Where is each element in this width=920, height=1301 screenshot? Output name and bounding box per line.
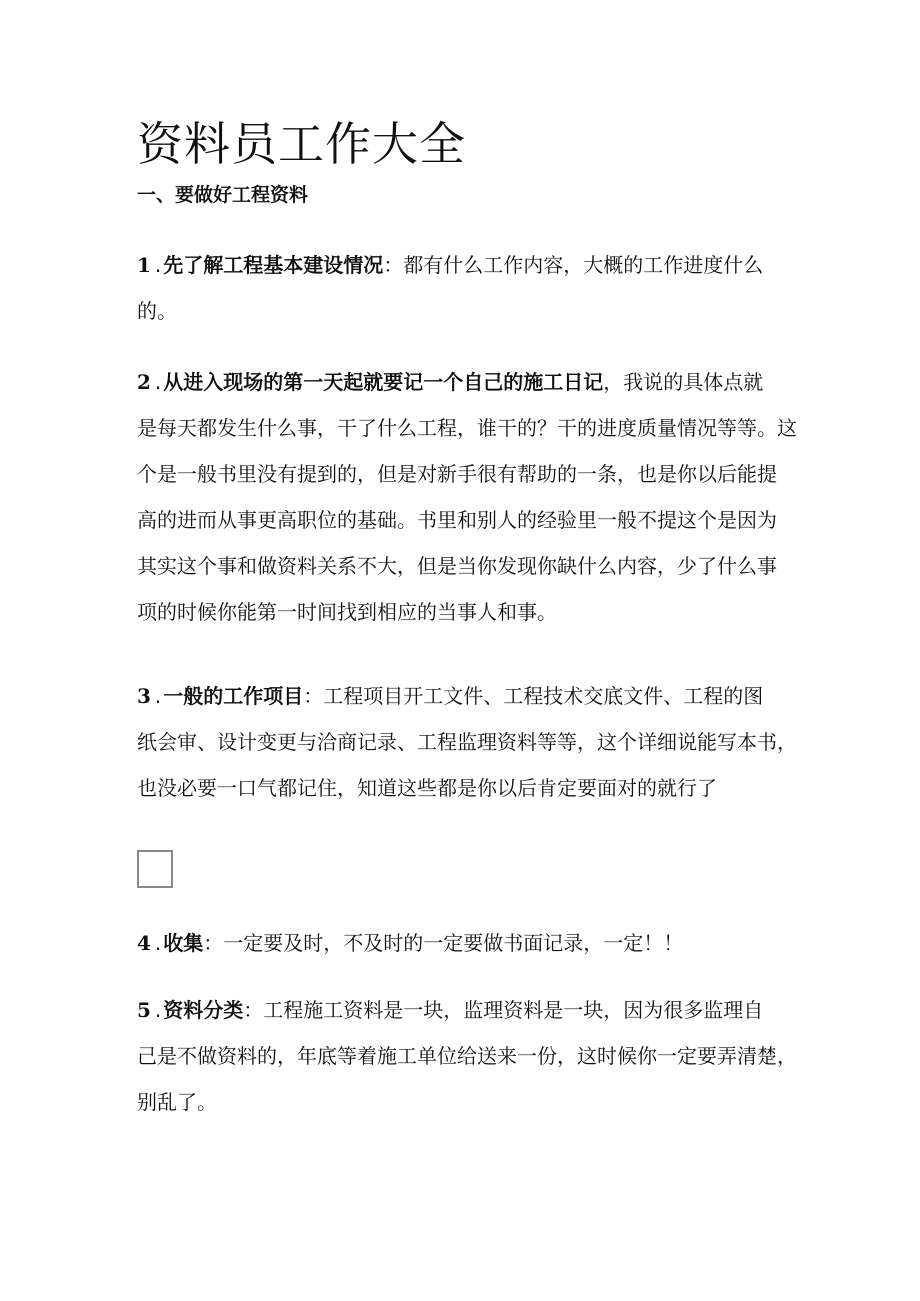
item-5-line-3: 别乱了。 [137,1090,217,1114]
list-item-2 [137,359,797,635]
item-text: ：一定要及时，不及时的一定要做书面记录，一定！！ [203,931,684,955]
item-separator: . [154,253,162,277]
item-separator: . [154,998,162,1022]
item-text: ：都有什么工作内容，大概的工作进度什么 [383,253,764,277]
item-lead-text: 收集 [163,931,204,955]
item-2-line-3: 个是一般书里没有提到的，但是对新手很有帮助的一条，也是你以后能提 [137,462,777,486]
item-separator: . [154,370,162,394]
item-separator: . [154,931,162,955]
list-item-3 [137,673,797,811]
item-3-line-1 [137,673,792,719]
item-1-line-1 [137,242,792,288]
item-text: ：工程项目开工文件、工程技术交底文件、工程的图 [303,684,764,708]
item-number: 2 [137,370,151,394]
item-2-line-6: 项的时候你能第一时间找到相应的当事人和事。 [137,600,557,624]
document-title: 资料员工作大全 [137,117,466,171]
item-4-line-1 [137,920,792,966]
item-text: ：工程施工资料是一块，监理资料是一块，因为很多监理自 [243,998,764,1022]
item-5-line-2: 己是不做资料的，年底等着施工单位给送来一份，这时候你一定要弄清楚， [137,1044,797,1068]
item-number: 1 [137,253,151,277]
item-1-line-2: 的。 [137,299,177,323]
item-3-line-2: 纸会审、设计变更与洽商记录、工程监理资料等等，这个详细说能写本书， [137,730,797,754]
item-2-line-4: 高的进而从事更高职位的基础。书里和别人的经验里一般不提这个是因为 [137,508,777,532]
list-item-5 [137,987,797,1125]
item-2-line-1 [137,359,792,405]
list-item-1 [137,242,792,334]
item-lead-text: 先了解工程基本建设情况 [163,253,384,277]
item-2-line-2: 是每天都发生什么事，干了什么工程，谁干的？干的进度质量情况等等。这 [137,416,797,440]
item-number: 4 [137,931,151,955]
item-lead-text: 资料分类 [163,998,244,1022]
section-heading: 一、要做好工程资料 [137,184,309,206]
item-lead-text: 一般的工作项目 [163,684,304,708]
item-number: 5 [137,998,151,1022]
list-item-4 [137,920,792,966]
item-separator: . [154,684,162,708]
item-text: ，我说的具体点就 [603,370,764,394]
item-2-line-5: 其实这个事和做资料关系不大，但是当你发现你缺什么内容，少了什么事 [137,554,777,578]
item-3-line-3: 也没必要一口气都记住，知道这些都是你以后肯定要面对的就行了 [137,776,717,800]
item-lead-text: 从进入现场的第一天起就要记一个自己的施工日记 [163,370,604,394]
item-5-line-1 [137,987,792,1033]
embedded-image-placeholder [137,850,173,888]
item-number: 3 [137,684,151,708]
